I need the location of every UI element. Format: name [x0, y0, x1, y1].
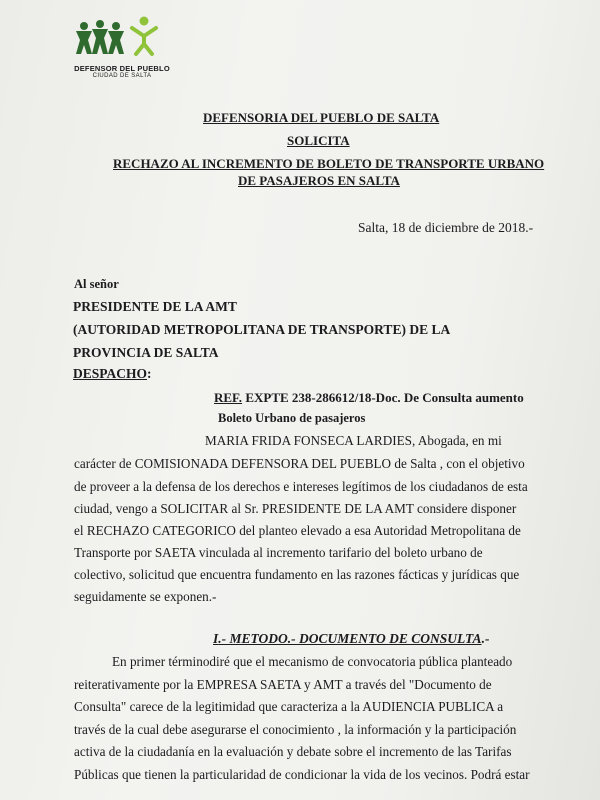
paragraph2-line: reiterativamente por la EMPRESA SAETA y AMT a través del "Documento de	[74, 677, 492, 692]
paragraph1-line: ciudad, vengo a SOLICITAR al Sr. PRESIDENTE DE LA AMT considere disponer	[74, 501, 517, 516]
paragraph1-line: de proveer a la defensa de los derechos e intereses legítimos de los ciudadanos de esta	[74, 479, 528, 494]
paragraph1-line: seguidamente se exponen.-	[74, 589, 217, 604]
logo-name: DEFENSOR DEL PUEBLO	[74, 64, 170, 73]
reference-line2: Boleto Urbano de pasajeros	[218, 411, 366, 425]
heading-org: DEFENSORIA DEL PUEBLO DE SALTA	[203, 110, 440, 125]
addressee-line1: PRESIDENTE DE LA AMT	[73, 299, 237, 314]
paragraph2-line: través de la cual debe asegurarse el conocimiento , la información y la participación	[74, 722, 517, 737]
reference-text: EXPTE 238-286612/18-Doc. De Consulta aumento	[242, 390, 524, 405]
paragraph2-line: En primer términodiré que el mecanismo de convocatoria pública planteado	[112, 654, 513, 669]
heading-title-line2: DE PASAJEROS EN SALTA	[238, 173, 400, 188]
heading-solicita: SOLICITA	[287, 133, 350, 148]
paragraph1-line: MARIA FRIDA FONSECA LARDIES, Abogada, en mi	[205, 433, 502, 448]
paragraph2-line: Consulta" carece de la legitimidad que caracteriza a la AUDIENCIA PUBLICA a	[74, 699, 504, 714]
dispatch-colon: :	[147, 366, 152, 381]
paragraph1-line: el RECHAZO CATEGORICO del planteo elevado a esa Autoridad Metropolitana de	[74, 523, 521, 538]
reference-label: REF.	[214, 390, 243, 405]
section1-number: I	[213, 631, 219, 646]
reference-line1	[214, 390, 524, 406]
addressee-dispatch	[73, 366, 152, 382]
document-date: Salta, 18 de diciembre de 2018.-	[358, 220, 534, 235]
section1-title: .- METODO.- DOCUMENTO DE CONSULTA	[218, 631, 482, 646]
section1-suffix: .-	[481, 631, 490, 646]
addressee-greeting: Al señor	[74, 277, 119, 291]
addressee-line2: (AUTORIDAD METROPOLITANA DE TRANSPORTE) DE LA	[73, 322, 451, 337]
dispatch-label: DESPACHO	[73, 366, 148, 381]
paragraph1-line: carácter de COMISIONADA DEFENSORA DEL PUEBLO de Salta , con el objetivo	[74, 456, 525, 471]
paragraph1-line: colectivo, solicitud que encuentra fundamento en las razones fácticas y jurídicas que	[74, 567, 520, 582]
paragraph1-line: Transporte por SAETA vinculada al incremento tarifario del boleto urbano de	[74, 545, 483, 560]
paragraph2-line: activa de la ciudadanía en la evaluación y debate sobre el incremento de las Tarifas	[74, 744, 512, 759]
addressee-line3: PROVINCIA DE SALTA	[73, 345, 219, 360]
paragraph2-line: Públicas que tienen la particularidad de condicionar la vida de los vecinos. Podrá estar	[74, 767, 530, 782]
heading-title-line1: RECHAZO AL INCREMENTO DE BOLETO DE TRANSPORTE URBANO	[113, 156, 545, 171]
defensor-logo	[72, 14, 182, 79]
logo-city: CIUDAD DE SALTA	[92, 73, 152, 79]
section1-heading	[213, 631, 489, 647]
people-logo-icon	[72, 14, 172, 62]
